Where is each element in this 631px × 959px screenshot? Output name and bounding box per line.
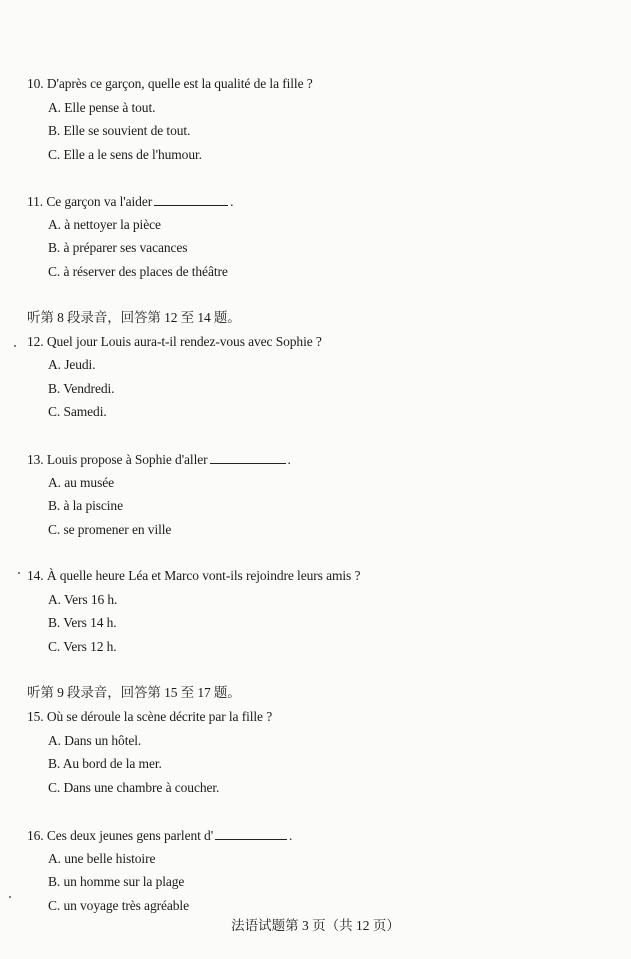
option-13a: A. au musée <box>48 475 115 490</box>
answer-blank <box>215 827 287 840</box>
question-10: 10. D'après ce garçon, quelle est la qualité de la fille ? <box>27 76 313 91</box>
option-13b: B. à la piscine <box>48 498 123 513</box>
option-15a: A. Dans un hôtel. <box>48 733 142 748</box>
option-12a: A. Jeudi. <box>48 357 96 372</box>
option-10a: A. Elle pense à tout. <box>48 100 156 115</box>
scan-speck <box>9 896 11 898</box>
section-header-9: 听第 9 段录音，回答第 15 至 17 题。 <box>27 685 241 700</box>
question-13: 13. Louis propose à Sophie d'aller . <box>27 452 291 467</box>
question-15: 15. Où se déroule la scène décrite par la fille ? <box>27 709 273 724</box>
option-11a: A. à nettoyer la pièce <box>48 217 161 232</box>
question-16: 16. Ces deux jeunes gens parlent d' . <box>27 828 293 843</box>
scan-speck <box>18 572 20 574</box>
question-11: 11. Ce garçon va l'aider . <box>27 194 234 209</box>
option-16b: B. un homme sur la plage <box>48 874 185 889</box>
question-14: 14. À quelle heure Léa et Marco vont-ils rejoindre leurs amis ? <box>27 568 361 583</box>
option-16a: A. une belle histoire <box>48 851 156 866</box>
scan-speck <box>14 345 16 347</box>
option-12c: C. Samedi. <box>48 404 107 419</box>
answer-blank <box>210 451 286 464</box>
option-10c: C. Elle a le sens de l'humour. <box>48 147 202 162</box>
option-11c: C. à réserver des places de théâtre <box>48 264 228 279</box>
option-15c: C. Dans une chambre à coucher. <box>48 780 220 795</box>
option-14a: A. Vers 16 h. <box>48 592 118 607</box>
section-header-8: 听第 8 段录音，回答第 12 至 14 题。 <box>27 310 241 325</box>
option-12b: B. Vendredi. <box>48 381 115 396</box>
option-11b: B. à préparer ses vacances <box>48 240 188 255</box>
option-10b: B. Elle se souvient de tout. <box>48 123 191 138</box>
option-14b: B. Vers 14 h. <box>48 615 117 630</box>
answer-blank <box>154 193 228 206</box>
option-15b: B. Au bord de la mer. <box>48 756 162 771</box>
option-14c: C. Vers 12 h. <box>48 639 117 654</box>
option-16c: C. un voyage très agréable <box>48 898 189 913</box>
page-footer: 法语试题第 3 页（共 12 页） <box>231 918 400 933</box>
question-12: 12. Quel jour Louis aura-t-il rendez-vous avec Sophie ? <box>27 334 322 349</box>
option-13c: C. se promener en ville <box>48 522 172 537</box>
